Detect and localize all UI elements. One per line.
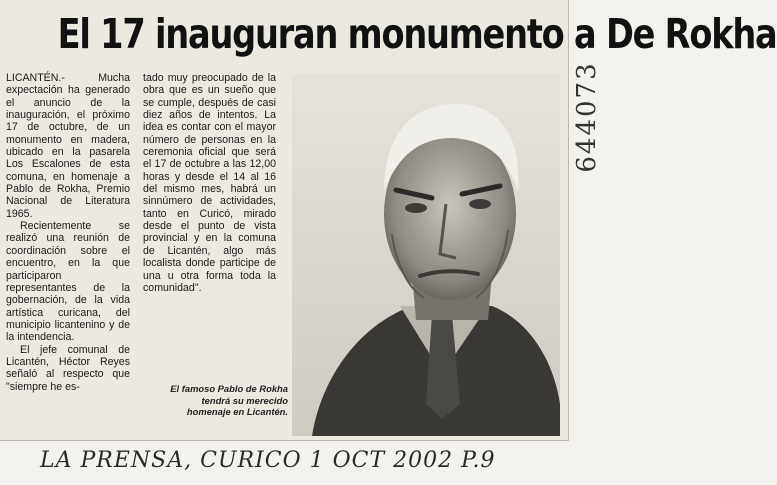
paragraph-3: El jefe comunal de Licantén, Héctor Reyes señaló al respecto que "siempre he es- [6,343,130,393]
portrait-illustration [292,74,560,436]
handwritten-source-note: LA PRENSA, CURICO 1 OCT 2002 P.9 [40,448,496,473]
paragraph-4: tado muy preocupado de la obra que es un sueño que se cumple, después de casi diez años de intentos. La idea es contar con el mayor número de personas en la ceremonia oficial que será el 17 de octubre a las 12,00 horas y desde el 14 al 16 del mismo mes, habrá un sinnúmero de actividades, tanto en Curicó, mirado desde el punto de vista provincial y en la comuna de Licantén, algo más localista donde participe de una u otra forma toda la comunidad". [143,72,276,294]
headline: El 17 inauguran monumento a De Rokha [57,10,777,58]
handwritten-number-text: 644073 [572,61,602,173]
handwritten-number [571,26,602,206]
photo-caption: El famoso Pablo de Rokha tendrá su merecido homenaje en Licantén. [170,383,288,417]
article-column-2 [143,72,276,294]
paragraph-2: Recientemente se realizó una reunión de coordinación sobre el encuentro, en la que participaron representantes de la gobernación, de la vida artística curicana, del municipio licantenino y de la intendencia. [6,220,130,344]
paragraph-1: LICANTÉN.- Mucha expectación ha generado el anuncio de la inauguración, el próximo 17 de octubre, de un monumento en madera, ubicado en la pasarela Los Escalones de esta comuna, en homenaje a Pablo de Rokha, Premio Nacional de Literatura 1965. [6,72,130,220]
portrait-photo [292,74,560,436]
article-column-1 [6,72,130,393]
